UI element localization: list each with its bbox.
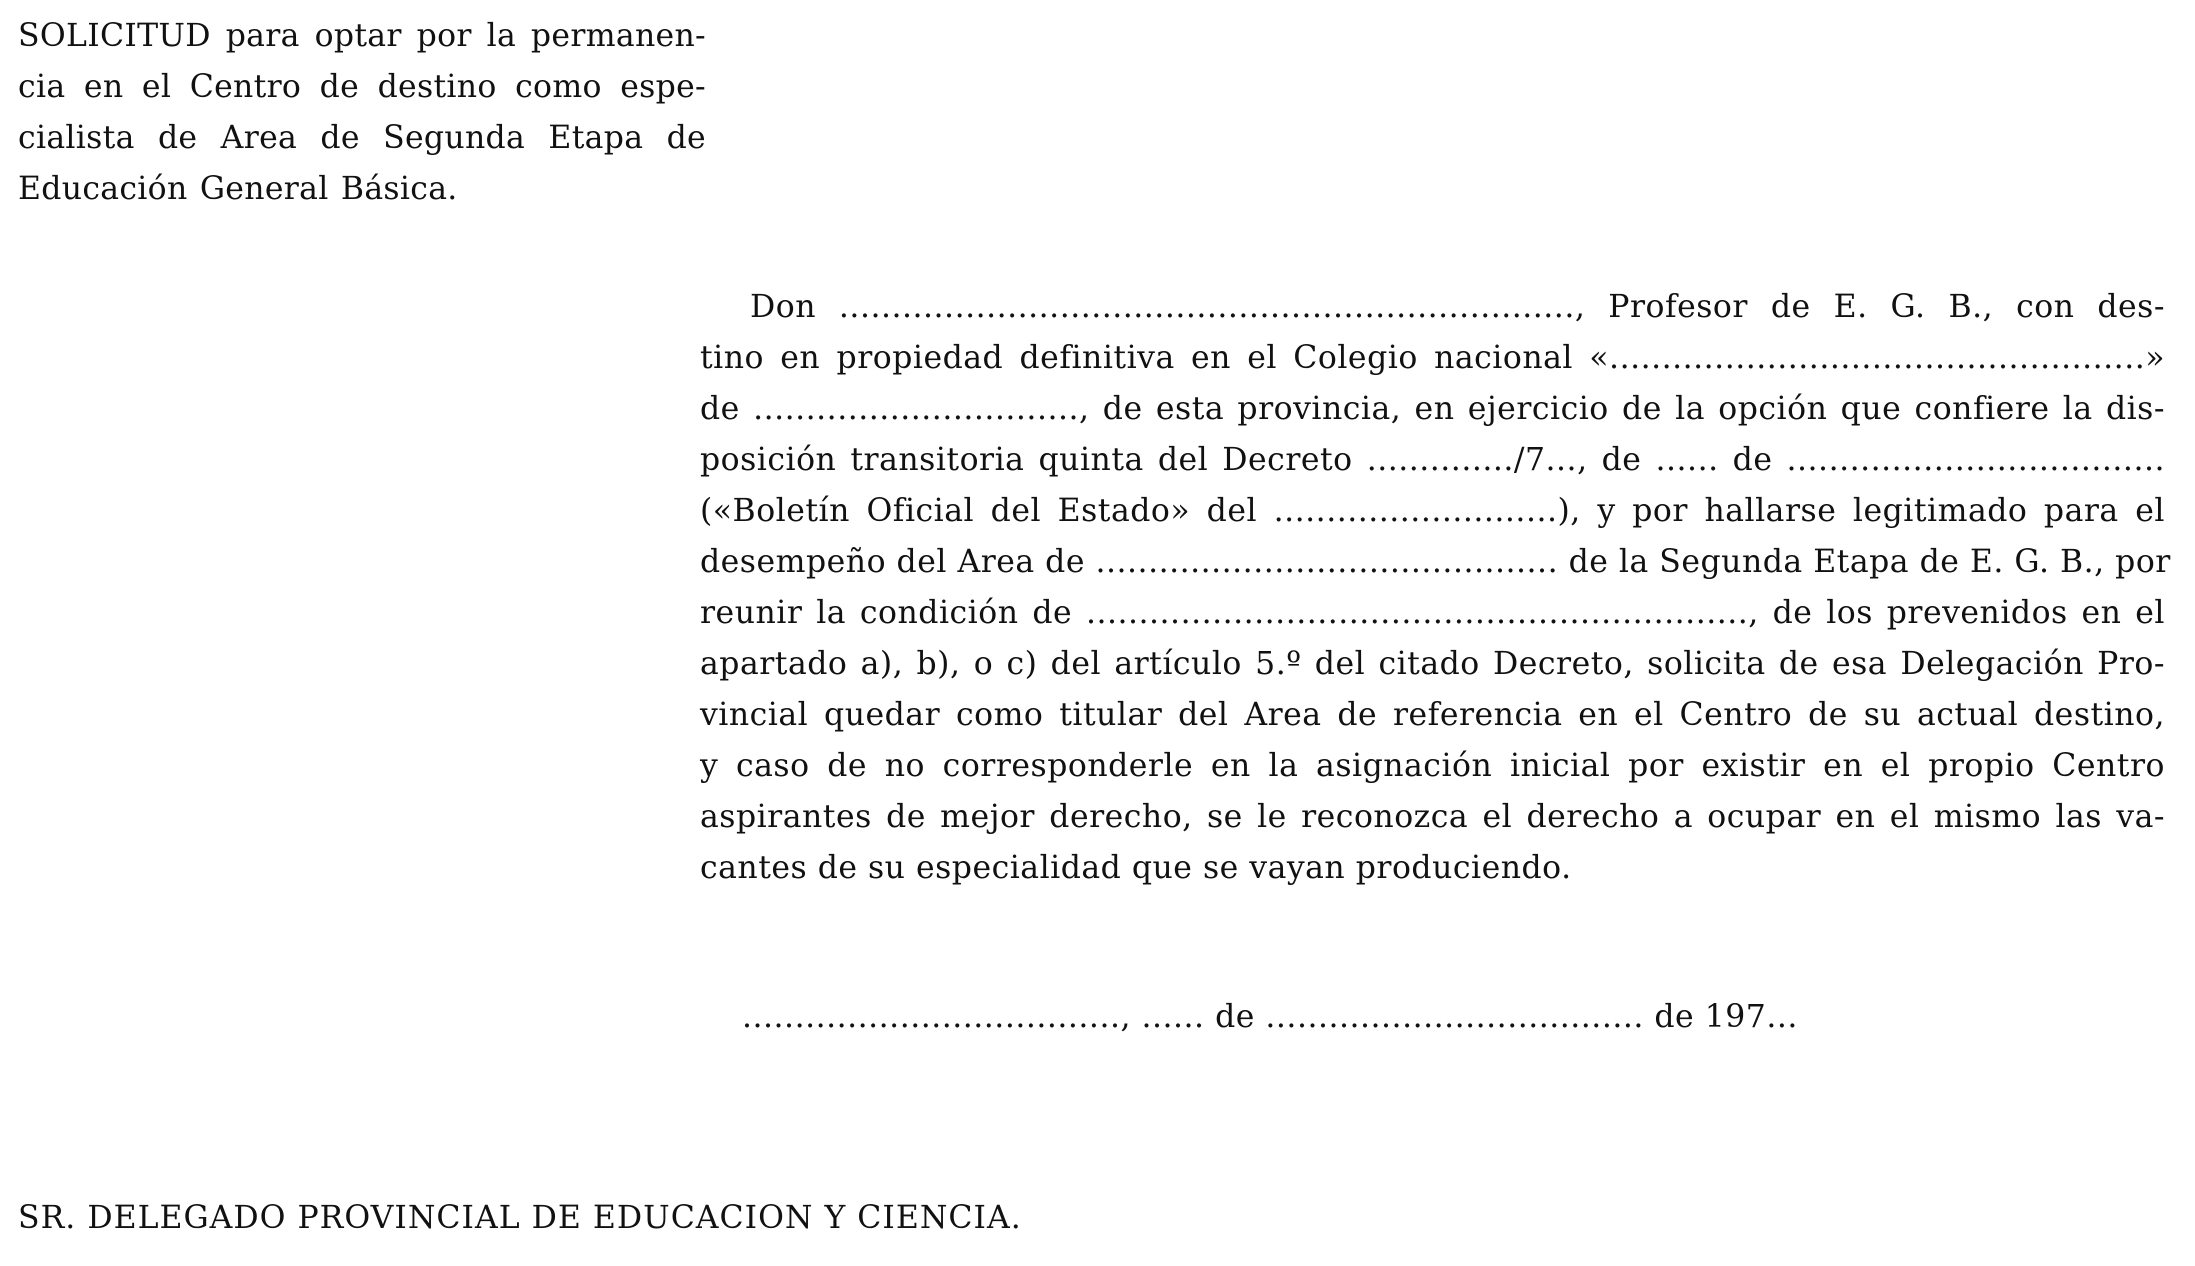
body-line: apartado a), b), o c) del artículo 5.º del citado Decreto, solicita de esa Delegación Pro- [700,646,2165,682]
body-line: cantes de su especialidad que se vayan produciendo. [700,850,1572,886]
date-line: ...................................., ...... de .................................... de 197... [742,999,1798,1035]
body-line: posición transitoria quinta del Decreto ............../7..., de ...... de .................................... [700,442,2165,478]
body-line: de ..............................., de esta provincia, en ejercicio de la opción que confiere la dis- [700,391,2165,427]
body-line: vincial quedar como titular del Area de referencia en el Centro de su actual destino, [700,697,2165,733]
heading-line: cialista de Area de Segunda Etapa de [18,120,706,156]
body-line: reunir la condición de ..............................................................., de los prevenidos en el [700,595,2165,631]
body-line: desempeño del Area de ............................................ de la Segunda Etapa de E. G. B., por [700,544,2171,580]
request-body [700,282,2171,894]
heading-line: SOLICITUD para optar por la permanen- [18,18,706,54]
heading-line: cia en el Centro de destino como espe- [18,69,706,105]
body-line: y caso de no corresponderle en la asignación inicial por existir en el propio Centro [700,748,2165,784]
body-line: («Boletín Oficial del Estado» del ...........................), y por hallarse legitimado para el [700,493,2165,529]
addressee: SR. DELEGADO PROVINCIAL DE EDUCACION Y CIENCIA. [18,1200,1022,1236]
heading-line: Educación General Básica. [18,171,458,207]
body-line: tino en propiedad definitiva en el Colegio nacional «...................................................» [700,340,2165,376]
body-line: aspirantes de mejor derecho, se le reconozca el derecho a ocupar en el mismo las va- [700,799,2165,835]
body-line: Don ......................................................................, Profesor de E. G. B., con des- [750,289,2165,325]
form-heading [18,14,706,218]
